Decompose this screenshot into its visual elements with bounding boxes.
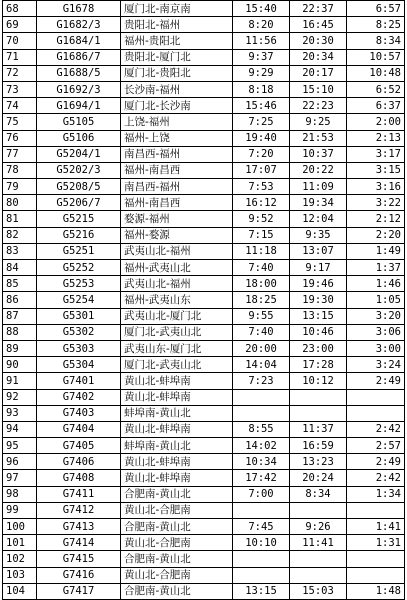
arrival-time-cell: 12:04 (290, 211, 347, 227)
route-cell: 南昌西-福州 (121, 146, 233, 162)
route-cell: 厦门北-南京南 (121, 1, 233, 17)
duration-cell: 1:46 (347, 276, 405, 292)
duration-cell: 1:48 (347, 583, 405, 599)
route-cell: 长沙南-福州 (121, 81, 233, 97)
departure-time-cell (233, 551, 290, 567)
row-number-cell: 91 (3, 373, 37, 389)
row-number-cell: 98 (3, 486, 37, 502)
arrival-time-cell: 16:45 (290, 17, 347, 33)
row-number-cell: 100 (3, 519, 37, 535)
row-number-cell: 101 (3, 535, 37, 551)
departure-time-cell: 7:15 (233, 227, 290, 243)
train-number-cell: G7405 (37, 438, 121, 454)
table-row (3, 130, 405, 146)
train-number-cell: G5105 (37, 114, 121, 130)
arrival-time-cell: 20:30 (290, 33, 347, 49)
row-number-cell: 72 (3, 65, 37, 81)
departure-time-cell: 17:42 (233, 470, 290, 486)
row-number-cell: 96 (3, 454, 37, 470)
route-cell: 黄山北-合肥南 (121, 502, 233, 518)
departure-time-cell: 9:29 (233, 65, 290, 81)
train-number-cell: G5253 (37, 276, 121, 292)
duration-cell: 8:25 (347, 17, 405, 33)
route-cell: 黄山北-合肥南 (121, 535, 233, 551)
route-cell: 武夷山北-福州 (121, 276, 233, 292)
route-cell: 蚌埠南-黄山北 (121, 438, 233, 454)
departure-time-cell: 20:00 (233, 340, 290, 356)
table-row (3, 551, 405, 567)
departure-time-cell (233, 567, 290, 583)
table-row (3, 211, 405, 227)
departure-time-cell: 13:15 (233, 583, 290, 599)
train-schedule-table (2, 0, 405, 600)
arrival-time-cell: 20:34 (290, 49, 347, 65)
table-row (3, 502, 405, 518)
duration-cell: 3:22 (347, 195, 405, 211)
table-body (3, 1, 405, 600)
departure-time-cell: 11:18 (233, 243, 290, 259)
departure-time-cell (233, 405, 290, 421)
route-cell: 厦门北-武夷山北 (121, 357, 233, 373)
duration-cell: 3:15 (347, 162, 405, 178)
route-cell: 黄山北-蚌埠南 (121, 373, 233, 389)
arrival-time-cell: 15:03 (290, 583, 347, 599)
train-number-cell: G1692/3 (37, 81, 121, 97)
table-row (3, 179, 405, 195)
duration-cell: 3:06 (347, 324, 405, 340)
train-number-cell: G7413 (37, 519, 121, 535)
table-row (3, 583, 405, 599)
departure-time-cell: 14:02 (233, 438, 290, 454)
route-cell: 福州-贵阳北 (121, 33, 233, 49)
row-number-cell: 80 (3, 195, 37, 211)
train-number-cell: G1694/1 (37, 98, 121, 114)
train-number-cell: G1684/1 (37, 33, 121, 49)
train-number-cell: G5215 (37, 211, 121, 227)
arrival-time-cell (290, 389, 347, 405)
table-row (3, 357, 405, 373)
duration-cell: 3:00 (347, 340, 405, 356)
train-number-cell: G7417 (37, 583, 121, 599)
duration-cell: 3:17 (347, 146, 405, 162)
duration-cell: 2:57 (347, 438, 405, 454)
train-number-cell: G1682/3 (37, 17, 121, 33)
route-cell: 上饶-福州 (121, 114, 233, 130)
table-row (3, 486, 405, 502)
departure-time-cell: 18:25 (233, 292, 290, 308)
departure-time-cell: 14:04 (233, 357, 290, 373)
route-cell: 黄山北-蚌埠南 (121, 421, 233, 437)
duration-cell (347, 502, 405, 518)
row-number-cell: 94 (3, 421, 37, 437)
arrival-time-cell: 9:17 (290, 260, 347, 276)
table-row (3, 454, 405, 470)
table-row (3, 438, 405, 454)
row-number-cell: 82 (3, 227, 37, 243)
table-row (3, 17, 405, 33)
duration-cell: 3:16 (347, 179, 405, 195)
train-number-cell: G7403 (37, 405, 121, 421)
duration-cell: 1:49 (347, 243, 405, 259)
arrival-time-cell: 17:28 (290, 357, 347, 373)
table-row (3, 470, 405, 486)
arrival-time-cell (290, 502, 347, 518)
table-row (3, 340, 405, 356)
route-cell: 婺源-福州 (121, 211, 233, 227)
table-row (3, 227, 405, 243)
duration-cell: 2:49 (347, 373, 405, 389)
departure-time-cell: 9:52 (233, 211, 290, 227)
duration-cell (347, 405, 405, 421)
arrival-time-cell: 10:46 (290, 324, 347, 340)
row-number-cell: 76 (3, 130, 37, 146)
arrival-time-cell: 10:12 (290, 373, 347, 389)
row-number-cell: 81 (3, 211, 37, 227)
departure-time-cell: 8:55 (233, 421, 290, 437)
row-number-cell: 75 (3, 114, 37, 130)
train-number-cell: G7402 (37, 389, 121, 405)
table-row (3, 421, 405, 437)
train-number-cell: G1688/5 (37, 65, 121, 81)
route-cell: 福州-武夷山东 (121, 292, 233, 308)
arrival-time-cell: 11:41 (290, 535, 347, 551)
row-number-cell: 78 (3, 162, 37, 178)
departure-time-cell: 18:00 (233, 276, 290, 292)
arrival-time-cell: 9:35 (290, 227, 347, 243)
arrival-time-cell: 8:34 (290, 486, 347, 502)
train-number-cell: G5204/1 (37, 146, 121, 162)
row-number-cell: 93 (3, 405, 37, 421)
train-number-cell: G5106 (37, 130, 121, 146)
arrival-time-cell: 19:30 (290, 292, 347, 308)
row-number-cell: 103 (3, 567, 37, 583)
departure-time-cell: 9:37 (233, 49, 290, 65)
row-number-cell: 89 (3, 340, 37, 356)
departure-time-cell: 7:25 (233, 114, 290, 130)
route-cell: 厦门北-长沙南 (121, 98, 233, 114)
duration-cell: 6:37 (347, 98, 405, 114)
train-number-cell: G5303 (37, 340, 121, 356)
table-row (3, 405, 405, 421)
row-number-cell: 79 (3, 179, 37, 195)
duration-cell: 10:57 (347, 49, 405, 65)
departure-time-cell: 7:53 (233, 179, 290, 195)
row-number-cell: 102 (3, 551, 37, 567)
route-cell: 厦门北-贵阳北 (121, 65, 233, 81)
route-cell: 武夷山北-福州 (121, 243, 233, 259)
route-cell: 合肥南-黄山北 (121, 583, 233, 599)
table-row (3, 195, 405, 211)
departure-time-cell: 10:34 (233, 454, 290, 470)
train-number-cell: G5252 (37, 260, 121, 276)
table-row (3, 567, 405, 583)
route-cell: 福州-上饶 (121, 130, 233, 146)
row-number-cell: 97 (3, 470, 37, 486)
route-cell: 南昌西-福州 (121, 179, 233, 195)
table-row (3, 519, 405, 535)
row-number-cell: 92 (3, 389, 37, 405)
departure-time-cell: 16:12 (233, 195, 290, 211)
departure-time-cell (233, 389, 290, 405)
row-number-cell: 68 (3, 1, 37, 17)
train-number-cell: G5206/7 (37, 195, 121, 211)
table-row (3, 146, 405, 162)
train-number-cell: G5216 (37, 227, 121, 243)
train-number-cell: G7416 (37, 567, 121, 583)
arrival-time-cell: 9:25 (290, 114, 347, 130)
duration-cell: 6:57 (347, 1, 405, 17)
arrival-time-cell: 10:37 (290, 146, 347, 162)
row-number-cell: 95 (3, 438, 37, 454)
train-number-cell: G5301 (37, 308, 121, 324)
departure-time-cell: 7:45 (233, 519, 290, 535)
duration-cell: 1:05 (347, 292, 405, 308)
route-cell: 福州-南昌西 (121, 162, 233, 178)
train-number-cell: G5202/3 (37, 162, 121, 178)
duration-cell: 6:52 (347, 81, 405, 97)
arrival-time-cell: 22:37 (290, 1, 347, 17)
duration-cell: 1:37 (347, 260, 405, 276)
route-cell: 合肥南-黄山北 (121, 486, 233, 502)
duration-cell (347, 567, 405, 583)
route-cell: 福州-婺源 (121, 227, 233, 243)
table-row (3, 535, 405, 551)
departure-time-cell: 7:00 (233, 486, 290, 502)
route-cell: 贵阳北-厦门北 (121, 49, 233, 65)
duration-cell: 2:49 (347, 454, 405, 470)
arrival-time-cell (290, 567, 347, 583)
departure-time-cell: 15:40 (233, 1, 290, 17)
train-number-cell: G7404 (37, 421, 121, 437)
arrival-time-cell: 13:15 (290, 308, 347, 324)
departure-time-cell: 15:46 (233, 98, 290, 114)
train-number-cell: G1678 (37, 1, 121, 17)
departure-time-cell: 7:23 (233, 373, 290, 389)
route-cell: 蚌埠南-黄山北 (121, 405, 233, 421)
departure-time-cell: 17:07 (233, 162, 290, 178)
table-row (3, 33, 405, 49)
table-row (3, 49, 405, 65)
train-number-cell: G5251 (37, 243, 121, 259)
table-row (3, 65, 405, 81)
arrival-time-cell: 19:46 (290, 276, 347, 292)
arrival-time-cell: 11:37 (290, 421, 347, 437)
table-row (3, 81, 405, 97)
departure-time-cell: 8:18 (233, 81, 290, 97)
duration-cell: 2:20 (347, 227, 405, 243)
arrival-time-cell: 21:53 (290, 130, 347, 146)
row-number-cell: 88 (3, 324, 37, 340)
route-cell: 武夷山东-厦门北 (121, 340, 233, 356)
row-number-cell: 71 (3, 49, 37, 65)
row-number-cell: 69 (3, 17, 37, 33)
train-number-cell: G7412 (37, 502, 121, 518)
departure-time-cell: 8:20 (233, 17, 290, 33)
route-cell: 合肥南-黄山北 (121, 551, 233, 567)
row-number-cell: 70 (3, 33, 37, 49)
route-cell: 贵阳北-福州 (121, 17, 233, 33)
table-row (3, 243, 405, 259)
route-cell: 福州-武夷山北 (121, 260, 233, 276)
row-number-cell: 84 (3, 260, 37, 276)
route-cell: 黄山北-蚌埠南 (121, 470, 233, 486)
departure-time-cell: 7:20 (233, 146, 290, 162)
row-number-cell: 87 (3, 308, 37, 324)
train-number-cell: G7415 (37, 551, 121, 567)
table-row (3, 260, 405, 276)
train-number-cell: G7414 (37, 535, 121, 551)
train-number-cell: G5304 (37, 357, 121, 373)
train-number-cell: G5254 (37, 292, 121, 308)
route-cell: 合肥南-黄山北 (121, 519, 233, 535)
table-row (3, 292, 405, 308)
duration-cell: 1:31 (347, 535, 405, 551)
duration-cell (347, 551, 405, 567)
arrival-time-cell: 20:22 (290, 162, 347, 178)
train-number-cell: G7406 (37, 454, 121, 470)
departure-time-cell: 19:40 (233, 130, 290, 146)
departure-time-cell: 7:40 (233, 324, 290, 340)
departure-time-cell: 10:10 (233, 535, 290, 551)
duration-cell: 2:42 (347, 421, 405, 437)
duration-cell: 2:42 (347, 470, 405, 486)
arrival-time-cell: 19:34 (290, 195, 347, 211)
departure-time-cell (233, 502, 290, 518)
arrival-time-cell: 23:00 (290, 340, 347, 356)
row-number-cell: 104 (3, 583, 37, 599)
duration-cell: 2:12 (347, 211, 405, 227)
duration-cell: 2:00 (347, 114, 405, 130)
table-row (3, 324, 405, 340)
duration-cell: 3:24 (347, 357, 405, 373)
train-number-cell: G5302 (37, 324, 121, 340)
arrival-time-cell: 22:23 (290, 98, 347, 114)
row-number-cell: 77 (3, 146, 37, 162)
route-cell: 黄山北-蚌埠南 (121, 454, 233, 470)
row-number-cell: 90 (3, 357, 37, 373)
duration-cell (347, 389, 405, 405)
arrival-time-cell: 16:59 (290, 438, 347, 454)
row-number-cell: 99 (3, 502, 37, 518)
row-number-cell: 83 (3, 243, 37, 259)
arrival-time-cell: 9:26 (290, 519, 347, 535)
train-number-cell: G1686/7 (37, 49, 121, 65)
table-row (3, 308, 405, 324)
table-row (3, 1, 405, 17)
departure-time-cell: 7:40 (233, 260, 290, 276)
train-number-cell: G7411 (37, 486, 121, 502)
departure-time-cell: 9:55 (233, 308, 290, 324)
route-cell: 厦门北-武夷山北 (121, 324, 233, 340)
table-row (3, 114, 405, 130)
arrival-time-cell: 11:09 (290, 179, 347, 195)
duration-cell: 10:48 (347, 65, 405, 81)
arrival-time-cell (290, 551, 347, 567)
row-number-cell: 85 (3, 276, 37, 292)
train-number-cell: G7408 (37, 470, 121, 486)
table-row (3, 98, 405, 114)
arrival-time-cell: 13:23 (290, 454, 347, 470)
row-number-cell: 73 (3, 81, 37, 97)
table-row (3, 162, 405, 178)
duration-cell: 1:34 (347, 486, 405, 502)
row-number-cell: 86 (3, 292, 37, 308)
table-row (3, 276, 405, 292)
duration-cell: 3:20 (347, 308, 405, 324)
route-cell: 武夷山北-厦门北 (121, 308, 233, 324)
arrival-time-cell: 20:17 (290, 65, 347, 81)
route-cell: 福州-南昌西 (121, 195, 233, 211)
table-row (3, 373, 405, 389)
arrival-time-cell: 20:24 (290, 470, 347, 486)
train-number-cell: G7401 (37, 373, 121, 389)
duration-cell: 1:41 (347, 519, 405, 535)
arrival-time-cell: 15:10 (290, 81, 347, 97)
route-cell: 黄山北-合肥南 (121, 567, 233, 583)
duration-cell: 8:34 (347, 33, 405, 49)
train-number-cell: G5208/5 (37, 179, 121, 195)
row-number-cell: 74 (3, 98, 37, 114)
arrival-time-cell: 13:07 (290, 243, 347, 259)
departure-time-cell: 11:56 (233, 33, 290, 49)
route-cell: 黄山北-蚌埠南 (121, 389, 233, 405)
table-row (3, 389, 405, 405)
arrival-time-cell (290, 405, 347, 421)
duration-cell: 2:13 (347, 130, 405, 146)
